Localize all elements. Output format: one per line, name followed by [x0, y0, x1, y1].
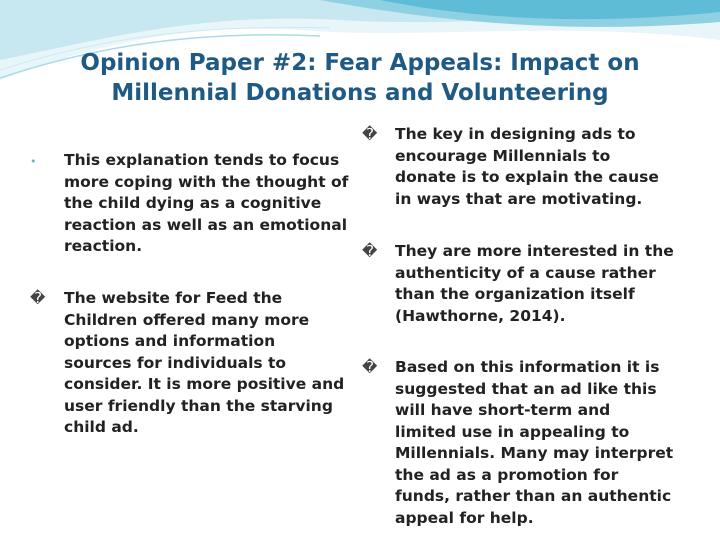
right-bullet-2-text: They are more interested in the authenticity of a cause rather than the organization itself (Hawthorne, 2014). [395, 242, 674, 325]
right-bullet-3-text: Based on this information it is suggested that an ad like this will have short-term and limited use in appealing to Millennials. Many may interpret the ad as a promotion for funds, rather than an authentic appeal for help. [395, 358, 674, 527]
right-bullet-1 [362, 124, 674, 210]
box-bullet-icon: � [30, 289, 46, 307]
box-bullet-icon: � [362, 125, 378, 143]
slide-title [40, 48, 680, 108]
slide-title-line-1: Opinion Paper #2: Fear Appeals: Impact on [80, 50, 640, 76]
right-bullet-3 [362, 357, 674, 529]
box-bullet-icon: � [362, 242, 378, 260]
left-bullet-1-text: This explanation tends to focus more coping with the thought of the child dying as a cognitive reaction as well as an emotional reaction. [64, 151, 349, 255]
slide-title-line-2: Millennial Donations and Volunteering [111, 80, 609, 106]
right-bullet-1-text: The key in designing ads to encourage Millennials to donate is to explain the cause in ways that are motivating. [395, 125, 659, 208]
left-bullet-2 [30, 288, 345, 439]
left-bullet-1 [30, 150, 355, 258]
right-bullet-2 [362, 241, 674, 327]
left-bullet-2-text: The website for Feed the Children offered many more options and information sources for individuals to consider. It is more positive and user friendly than the starving child ad. [64, 289, 345, 436]
round-bullet-icon: • [30, 155, 37, 168]
box-bullet-icon: � [362, 358, 378, 376]
